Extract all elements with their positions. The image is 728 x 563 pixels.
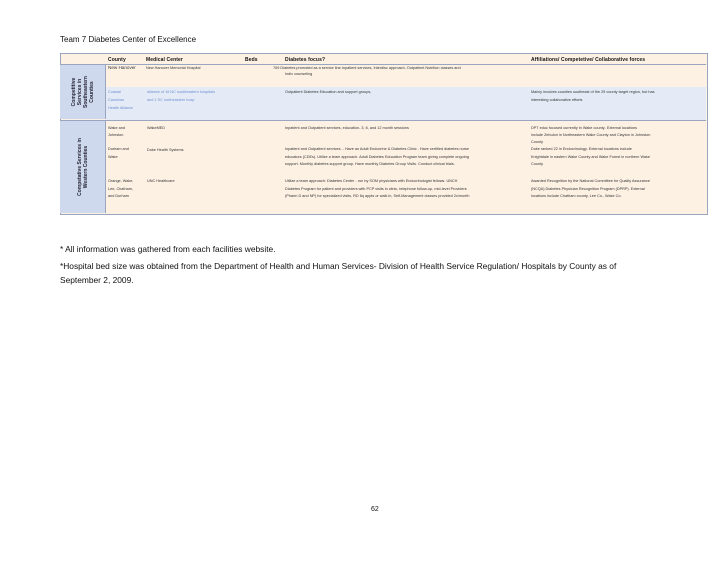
- cell-county: Wake and: [108, 126, 125, 130]
- cell-diabetes-focus: Utilize a team approach: Diabetes Center - run by SOM physicians with Endocrinologist fellows. UNCH: [285, 179, 458, 183]
- page-number: 62: [371, 506, 379, 513]
- section-label-line: Southeastern: [82, 75, 89, 108]
- cell-medical-center: WakeMED: [147, 126, 166, 130]
- footnote: *Hospital bed size was obtained from the Department of Health and Human Services- Division of Health Service Regulation/ Hospitals by County as of: [60, 261, 617, 271]
- cell-county: New Hanover: [108, 65, 136, 70]
- cell-affiliations: County: [531, 162, 544, 166]
- section-label-line: Western Counties: [82, 145, 89, 189]
- cell-county: and Durham: [108, 194, 129, 198]
- footnote: * All information was gathered from each facilities website.: [60, 244, 276, 254]
- cell-affiliations: interesting collaborative efforts: [531, 98, 583, 102]
- cell-diabetes-focus: Outpatient Diabetes Education and support groups,: [285, 90, 372, 94]
- section-label-line: Competative Services in: [76, 138, 83, 196]
- cell-diabetes-focus: educators (CDEs). Utilize a team approach. Adult Diabetes Education Program team giving complete ongoing: [285, 155, 469, 159]
- section-label-line: Services in: [76, 78, 83, 105]
- header-county: County: [108, 57, 126, 63]
- cell-county: Johnston: [108, 133, 124, 137]
- cell-diabetes-focus: support. Monthly diabetes support group. Have monthly Diabetes Group Visits. Conduct clinical trials.: [285, 162, 455, 166]
- section-label-line: Competitive: [70, 77, 77, 106]
- cell-medical-center: and 1 SC northeastern hosp: [147, 98, 195, 102]
- header-affiliations: Affiliations/ Competetive/ Collaborative forces: [531, 57, 646, 63]
- cell-affiliations: locations include Chatham county, Lee Co., Wake Co.: [531, 194, 622, 198]
- cell-medical-center: UNC Healthcare: [147, 179, 175, 183]
- section-label-southeastern: [60, 64, 106, 119]
- cell-county: Coastal: [108, 90, 121, 94]
- cell-medical-center: alliance of 16 NC southeastern hospitals: [147, 90, 215, 94]
- cell-diabetes-focus: Inpatient and Outpatient services. - Have an Adult Endocrine & Diabetes Clinic . Have certified diabetes nurse: [285, 147, 470, 151]
- cell-affiliations: Duke ranked 22 in Endocrinology. External locations include: [531, 147, 632, 151]
- cell-county: Durham and: [108, 147, 129, 151]
- row-divider: [60, 120, 706, 121]
- cell-affiliations: (NCQA) Diabetes Physician Recognition Program (DPRP). External: [531, 187, 645, 191]
- header-beds: Beds: [245, 57, 258, 63]
- cell-county: Health Alliance: [108, 106, 134, 110]
- cell-county: Lee, Chatham,: [108, 187, 133, 191]
- cell-affiliations: Knightdale in eastern Wake County and Wake Forest in northern Wake: [531, 155, 651, 159]
- header-medical-center: Medical Center: [146, 57, 183, 63]
- cell-diabetes-focus: Inpatient and Outpatient services, education- 3, 6, and 12 month sessions: [285, 126, 409, 130]
- cell-affiliations: Awarded Recognition by the National Committee for Quality Assurance: [531, 179, 650, 183]
- footnote: September 2, 2009.: [60, 275, 134, 285]
- cell-medical-center: New Hanover Memorial Hospital: [146, 66, 201, 70]
- cell-affiliations: County: [531, 140, 544, 144]
- cell-affiliations: Mainly involves counties southeast of the 29 county target region, but has: [531, 90, 655, 94]
- cell-diabetes-focus: 769 Diabetes promoted as a service line.Inpatient services, Interdisc approach, Outpatient Nutrition classes and: [273, 66, 461, 70]
- cell-diabetes-focus: Diabetes Program for patient and providers with PCP visits in clinic, telephone follow-up, mid-level Providers: [285, 187, 467, 191]
- cell-affiliations: include Zebulon in Northeastern Wake County and Clayton in Johnston: [531, 133, 651, 137]
- cell-affiliations: DPT educ focused currently in Wake county- External locations: [531, 126, 637, 130]
- document-title: Team 7 Diabetes Center of Excellence: [60, 35, 197, 44]
- cell-diabetes-focus: (Pharm D and NP) for specialized visits, RD 6q appts or walk in, Self-Management classes provided 2x/month: [285, 194, 470, 198]
- cell-medical-center: Duke Health Systems: [147, 148, 184, 152]
- cell-county: Wake: [108, 155, 118, 159]
- section-label-line: Counties: [88, 80, 95, 103]
- section-label-western: [60, 121, 106, 213]
- cell-county: Carolinas: [108, 98, 125, 102]
- cell-county: Orange, Wake,: [108, 179, 134, 183]
- cell-diabetes-focus: Indiv counseling: [285, 72, 313, 76]
- header-diabetes-focus: Diabetes focus?: [285, 57, 326, 63]
